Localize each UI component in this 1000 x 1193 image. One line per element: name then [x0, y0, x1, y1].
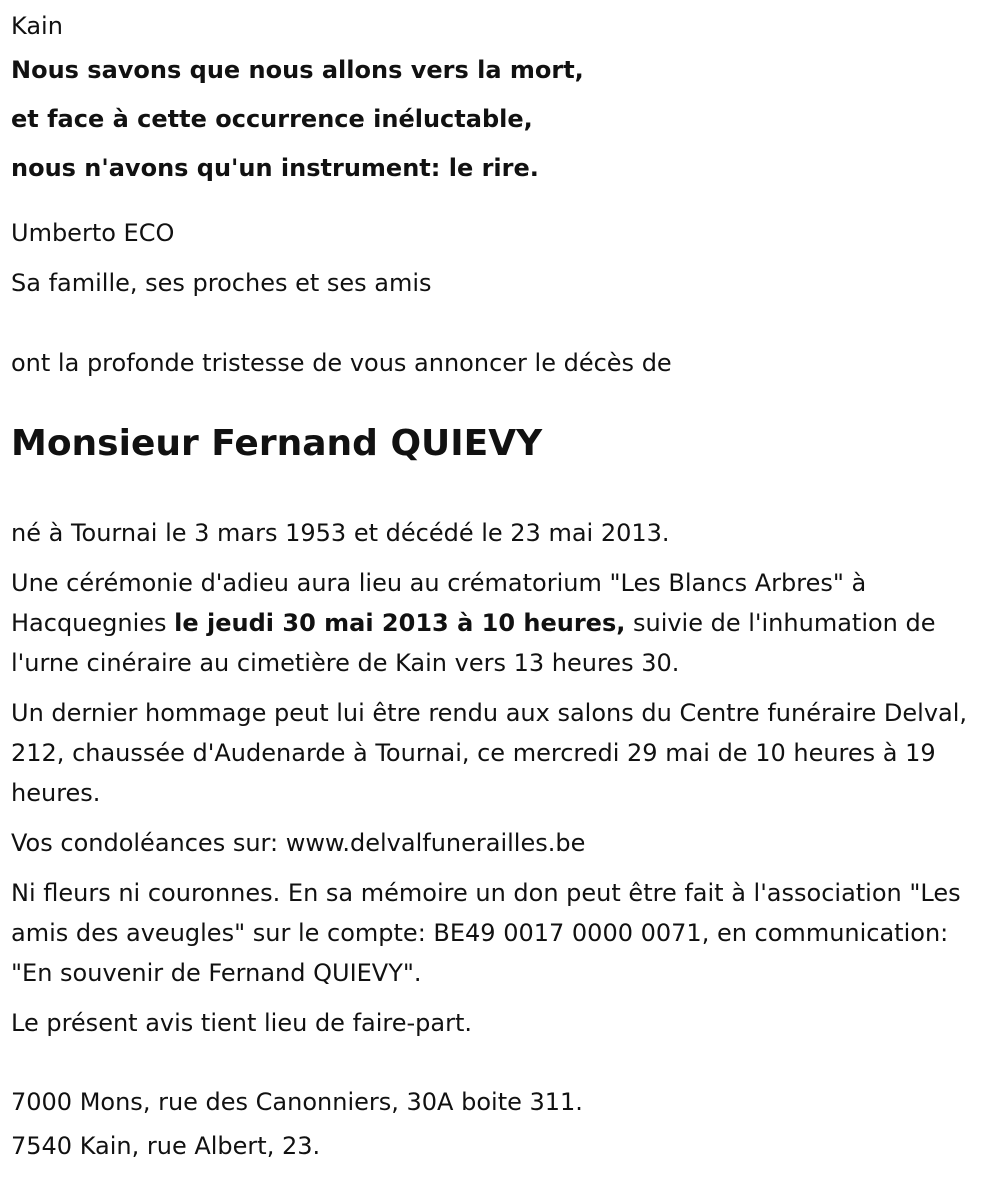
- ceremony-text-before: Une cérémonie d'adieu aura lieu au crématorium "Les Blancs Arbres" à Hacquegnies: [11, 569, 867, 637]
- ceremony-paragraph: [11, 563, 986, 683]
- condolences-line: Vos condoléances sur: www.delvalfunerailles.be: [11, 829, 586, 857]
- quote-block: [11, 46, 1000, 193]
- birth-death-line: né à Tournai le 3 mars 1953 et décédé le 23 mai 2013.: [11, 519, 670, 547]
- quote-author: Umberto ECO: [11, 219, 175, 247]
- ceremony-date: le jeudi 30 mai 2013 à 10 heures,: [174, 609, 626, 637]
- notice-line: Le présent avis tient lieu de faire-part.: [11, 1009, 473, 1037]
- addresses-block: [11, 1080, 1000, 1168]
- family-line: Sa famille, ses proches et ses amis: [11, 269, 432, 297]
- announcement-intro: ont la profonde tristesse de vous annoncer le décès de: [11, 349, 672, 377]
- place-name: Kain: [11, 12, 63, 40]
- homage-paragraph: Un dernier hommage peut lui être rendu aux salons du Centre funéraire Delval, 212, chaussée d'Audenarde à Tournai, ce mercredi 29 mai de 10 heures à 19 heures.: [11, 699, 968, 807]
- quote-line-1: Nous savons que nous allons vers la mort,: [11, 56, 584, 84]
- ceremony-text-after: suivie de l'inhumation de l'urne cinéraire au cimetière de Kain vers 13 heures 30.: [11, 609, 936, 677]
- donation-paragraph: Ni fleurs ni couronnes. En sa mémoire un don peut être fait à l'association "Les amis des aveugles" sur le compte: BE49 0017 0000 0071, en communication: "En souvenir de Fernand QUIEVY".: [11, 879, 961, 987]
- address-kain: 7540 Kain, rue Albert, 23.: [11, 1132, 321, 1160]
- quote-line-2: et face à cette occurrence inéluctable,: [11, 105, 533, 133]
- address-mons: 7000 Mons, rue des Canonniers, 30A boite 311.: [11, 1088, 583, 1116]
- deceased-name: Monsieur Fernand QUIEVY: [11, 423, 543, 464]
- quote-line-3: nous n'avons qu'un instrument: le rire.: [11, 154, 539, 182]
